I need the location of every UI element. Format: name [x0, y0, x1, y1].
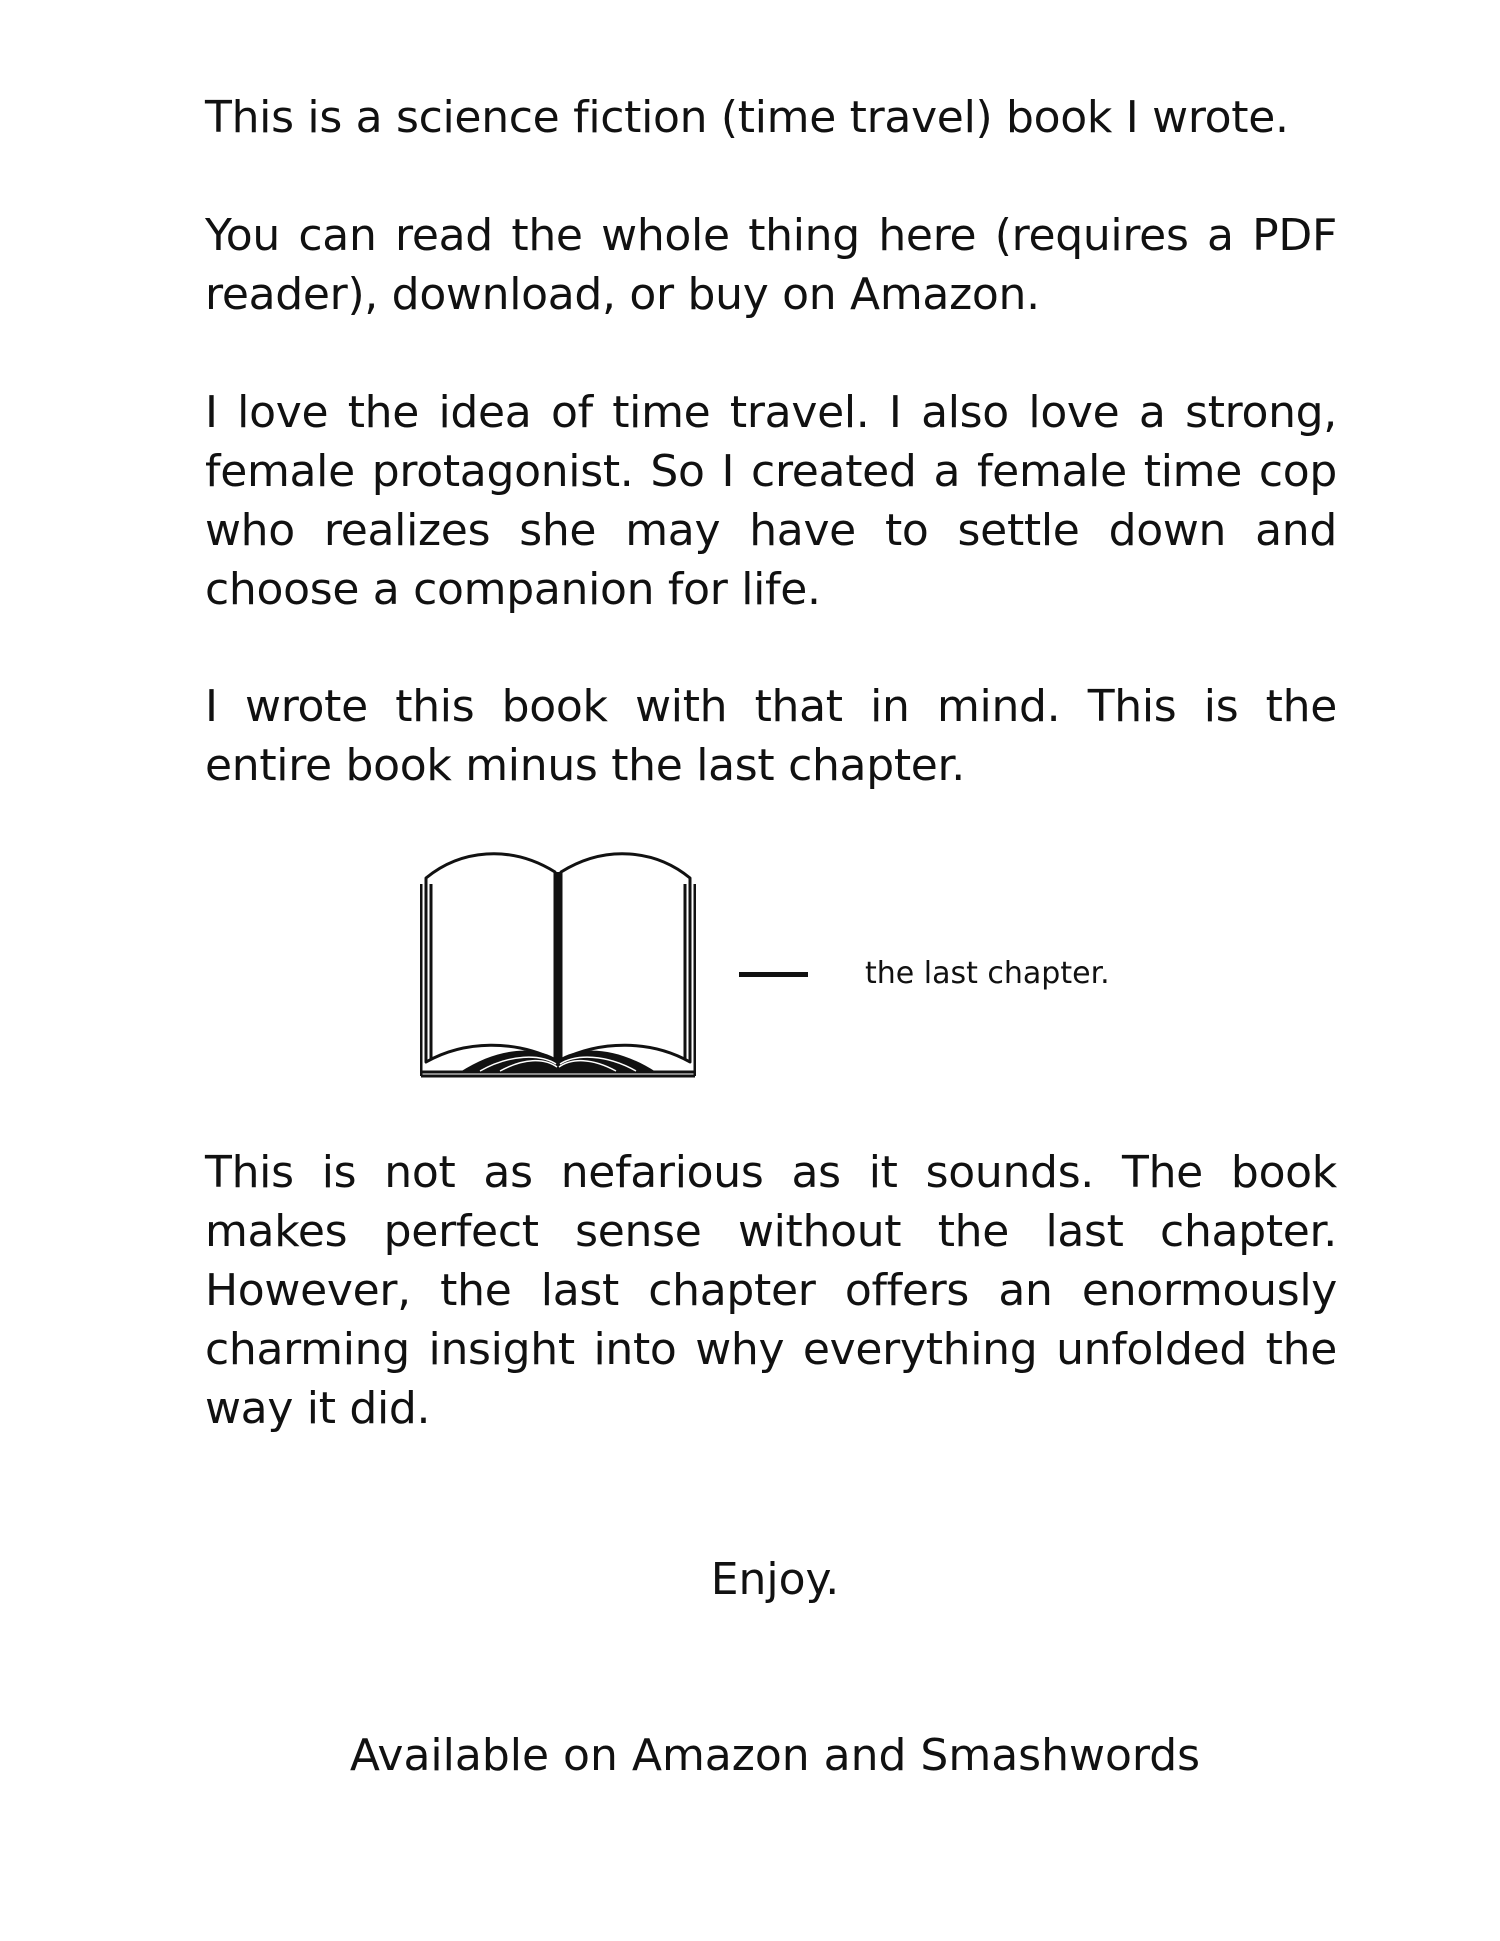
book-minus-last-chapter-figure: [420, 850, 1120, 1080]
closing-line: Enjoy.: [710, 1554, 840, 1605]
book-minus-chapter-paragraph: I wrote this book with that in mind. This is the entire book minus the last chapter.: [205, 681, 1337, 791]
intro-paragraph: This is a science fiction (time travel) book I wrote.: [205, 92, 1289, 143]
availability-line: Available on Amazon and Smashwords: [349, 1730, 1201, 1781]
minus-dash: [739, 972, 808, 977]
explanation-paragraph: This is not as nefarious as it sounds. The book makes perfect sense without the last chapter. However, the last chapter offers an enormously charming insight into why everything unfolded the way it did.: [205, 1147, 1337, 1434]
last-chapter-caption: the last chapter.: [865, 956, 1110, 991]
open-book-icon: [420, 850, 696, 1080]
premise-paragraph: I love the idea of time travel. I also love a strong, female protagonist. So I created a female time cop who realizes she may have to settle down and choose a companion for life.: [205, 387, 1337, 615]
read-options-paragraph: You can read the whole thing here (requires a PDF reader), download, or buy on Amazon.: [205, 210, 1337, 320]
